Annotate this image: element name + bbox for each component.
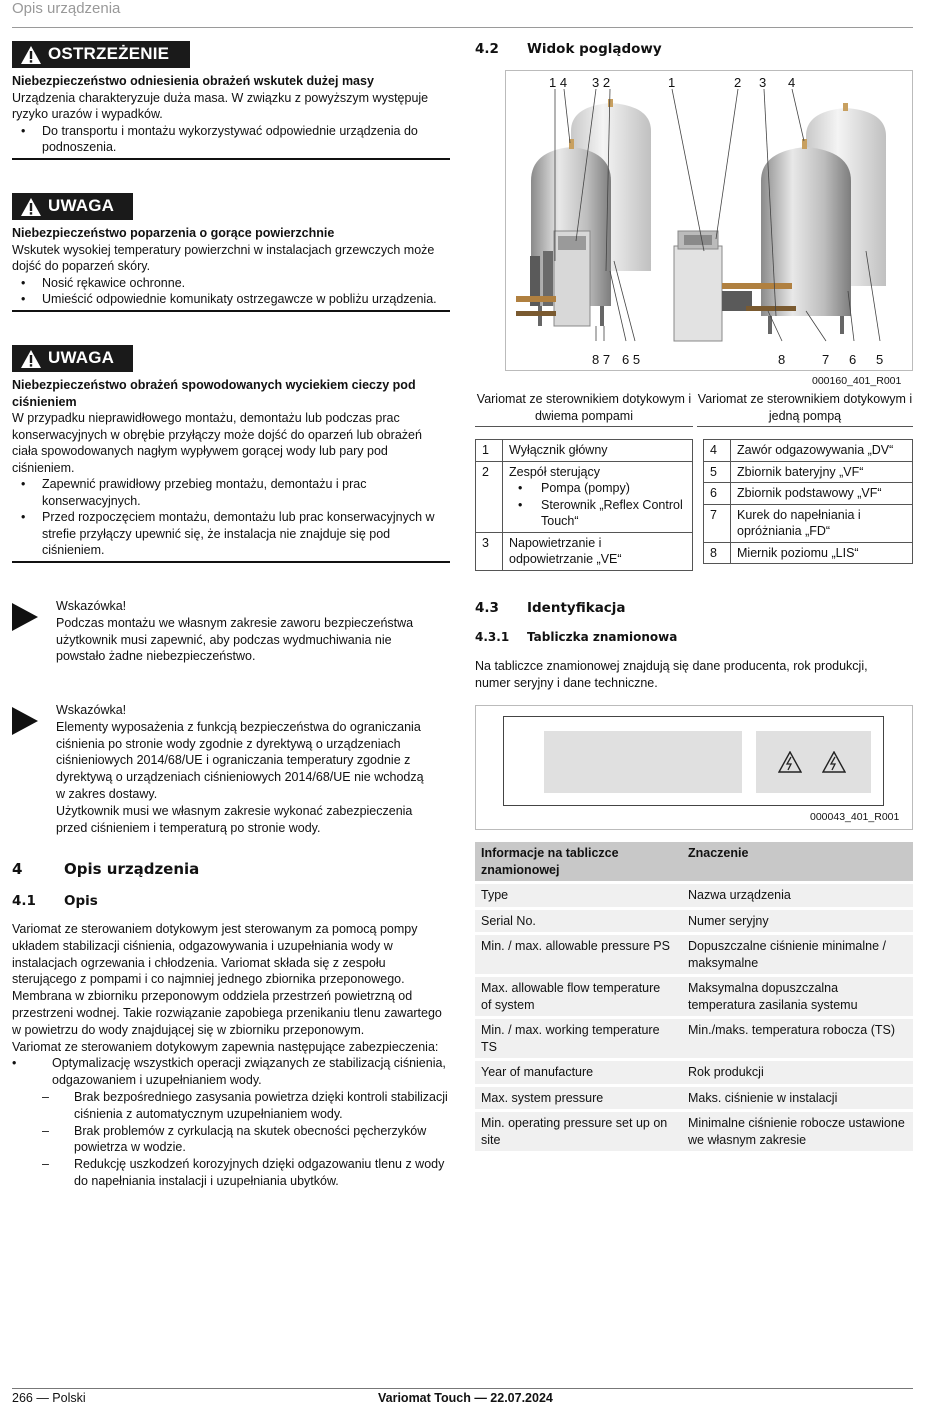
callout-label: 6 5: [622, 352, 641, 367]
note-arrow-icon: [12, 603, 38, 631]
header-divider: [12, 27, 913, 28]
footer-page-language: 266 — Polski: [12, 1391, 86, 1405]
nameplate-text-area: [544, 731, 742, 793]
list-item: • Optymalizację wszystkich operacji związanych ze stabilizacją ciśnienia, odgazowaniem i uzupełnianiem wody.: [12, 1056, 446, 1088]
section-4-2-heading: 4.2 Widok poglądowy: [475, 41, 662, 57]
warning-text: Wskutek wysokiej temperatury powierzchni w instalacjach grzewczych może dojść do poparzeń skóry.: [12, 242, 435, 273]
figure-code: 000160_401_R001: [812, 375, 902, 387]
legend-table-right: [703, 439, 913, 564]
table-row: Max. allowable flow temperature of system Maksymalna dopuszczalna temperatura zasilania systemu: [475, 977, 913, 1016]
variomat-illustration: [506, 71, 913, 371]
table-row: Year of manufacture Rok produkcji: [475, 1061, 913, 1084]
callout-label: 3 2: [592, 75, 611, 90]
warning-box-leak: [12, 345, 450, 563]
legend-row: 5 Zbiornik bateryjny „VF“: [704, 461, 913, 483]
note-title: Wskazówka!: [56, 599, 127, 613]
warning-badge-label: UWAGA: [48, 196, 115, 216]
section-4-heading: 4 Opis urządzenia: [12, 860, 200, 878]
nameplate-info-table: [475, 842, 913, 1154]
warning-heading: Niebezpieczeństwo odniesienia obrażeń wskutek dużej masy: [12, 74, 374, 88]
table-row: Max. system pressure Maks. ciśnienie w instalacji: [475, 1087, 913, 1110]
table-row: Min. operating pressure set up on site Minimalne ciśnienie robocze ustawione we własnym zakresie: [475, 1112, 913, 1151]
callout-label: 3: [759, 75, 767, 90]
nameplate-symbol-area: [756, 731, 871, 793]
paragraph: Variomat ze sterowaniem dotykowym jest sterowanym za pomocą pompy układem stabilizacji ciśnienia, odgazowywania i uzupełniania wody w instalacjach ogrzewania i chłodzenia. Variomat składa się z zespołu sterującego z pompami i co najmniej jednego zbiornika przeponowego. Membrana w zbiorniku przeponowym oddziela przestrzeń powietrzną od przestrzeni wodnej. Takie rozwiązanie zapobiega przenikaniu tlenu zawartego w powietrzu do wody znajdującej się w zbiorniku przeponowym.: [12, 922, 442, 1037]
nameplate-paragraph: Na tabliczce znamionowej znajdują się dane producenta, rok produkcji, numer seryjny i dane techniczne.: [475, 659, 868, 690]
legend-row: 4 Zawór odgazowywania „DV“: [704, 440, 913, 462]
callout-label: 6: [849, 352, 857, 367]
warning-bottom-rule: [12, 310, 450, 312]
table-row: Min. / max. allowable pressure PS Dopuszczalne ciśnienie minimalne / maksymalne: [475, 935, 913, 974]
footer-product-date: Variomat Touch — 22.07.2024: [378, 1391, 553, 1405]
note-title: Wskazówka!: [56, 703, 127, 717]
table-row: Type Nazwa urządzenia: [475, 884, 913, 907]
note-text: Elementy wyposażenia z funkcją bezpieczeństwa do ograniczania ciśnienia po stronie wody zgodnie z dyrektywą o urządzeniach ciśnieniowych 2014/68/UE i ograniczania temperatury zgodnie z dyrektywą o urządzeniach ciśnieniowych 2014/68/UE nie wchodzą w zakres dostawy.: [56, 719, 424, 801]
legend-table-left: [475, 439, 693, 571]
section-4-3-heading: 4.3 Identyfikacja: [475, 600, 626, 616]
warning-triangle-icon: [20, 349, 42, 369]
callout-label: 4: [788, 75, 796, 90]
legend-row: 7 Kurek do napełniania i opróżniania „FD“: [704, 504, 913, 542]
warning-bullet: • Umieścić odpowiednie komunikaty ostrzegawcze w pobliżu urządzenia.: [21, 292, 437, 306]
legend-row: 2 Zespół sterujący • Pompa (pompy) • Sterownik „Reflex Control Touch“: [476, 461, 693, 532]
note-text: Podczas montażu we własnym zakresie zaworu bezpieczeństwa użytkownik musi zapewnić, aby podczas wydmuchiwania nie powstało żadne niebezpieczeństwo.: [56, 615, 414, 664]
note-text: Użytkownik musi we własnym zakresie wykonać zabezpieczenia przed ciśnieniem i temperaturą po stronie wody.: [56, 803, 413, 835]
warning-box-burn: [12, 193, 450, 312]
callout-label: 7: [822, 352, 830, 367]
callout-label: 1: [668, 75, 676, 90]
warning-badge: [12, 193, 133, 220]
warning-triangle-icon: [20, 45, 42, 65]
warning-text: Urządzenia charakteryzuje duża masa. W związku z powyższym występuje ryzyko urazów i wypadków.: [12, 90, 429, 121]
paragraph: Variomat ze sterowaniem dotykowym zapewnia następujące zabezpieczenia:: [12, 1039, 439, 1054]
warning-bullet: • Do transportu i montażu wykorzystywać odpowiednie urządzenia do podnoszenia.: [21, 123, 418, 154]
section-4-1-heading: 4.1 Opis: [12, 893, 98, 909]
electric-hazard-icon: [778, 751, 802, 773]
warning-bottom-rule: [12, 561, 450, 563]
note-box: [12, 598, 450, 665]
callout-label: 8 7: [592, 352, 611, 367]
figure-caption-right: Variomat ze sterownikiem dotykowym i jedną pompą: [697, 391, 913, 427]
callout-label: 5: [876, 352, 884, 367]
callout-label: 1 4: [549, 75, 568, 90]
nameplate-outline: [503, 716, 884, 806]
overview-figure: [505, 70, 913, 371]
warning-badge: [12, 345, 133, 372]
section-4-3-1-heading: 4.3.1 Tabliczka znamionowa: [475, 630, 678, 644]
footer-divider: [12, 1388, 913, 1389]
note-arrow-icon: [12, 707, 38, 735]
legend-row: 8 Miernik poziomu „LIS“: [704, 542, 913, 564]
page-header-title: Opis urządzenia: [12, 0, 121, 17]
legend-row: 3 Napowietrzanie i odpowietrzanie „VE“: [476, 532, 693, 570]
list-item: – Redukcję uszkodzeń korozyjnych dzięki odgazowaniu tlenu z wody do napełniania instalacji i uzupełniania ubytków.: [42, 1157, 445, 1188]
warning-badge-label: OSTRZEŻENIE: [48, 44, 170, 64]
legend-row: 1 Wyłącznik główny: [476, 440, 693, 462]
warning-heading: Niebezpieczeństwo obrażeń spowodowanych wyciekiem cieczy pod ciśnieniem: [12, 378, 416, 409]
warning-bullet: • Nosić rękawice ochronne.: [21, 275, 186, 290]
warning-box-weight: [12, 41, 450, 160]
warning-bullet: • Przed rozpoczęciem montażu, demontażu lub prac konserwacyjnych w strefie przyłączy upewnić się, że instalacja nie znajduje się pod ciśnieniem.: [21, 510, 435, 557]
section-4-1-body: [12, 921, 452, 1190]
figure-code: 000043_401_R001: [810, 811, 900, 823]
legend-row: 6 Zbiornik podstawowy „VF“: [704, 483, 913, 505]
callout-label: 2: [734, 75, 742, 90]
warning-heading: Niebezpieczeństwo poparzenia o gorące powierzchnie: [12, 226, 335, 240]
list-item: – Brak problemów z cyrkulacją na skutek obecności pęcherzyków powietrza w wodzie.: [42, 1123, 427, 1155]
note-box: [12, 702, 450, 836]
warning-badge: [12, 41, 190, 68]
warning-triangle-icon: [20, 197, 42, 217]
warning-text: W przypadku nieprawidłowego montażu, demontażu lub podczas prac konserwacyjnych w obrębie przyłączy może dojść do oparzeń lub obrażeń ciała spowodowanych nagłym wypływem gorącej wody lub pary pod ciśnieniem.: [12, 411, 422, 475]
warning-bullet: • Zapewnić prawidłowy przebieg montażu, demontażu i prac konserwacyjnych.: [21, 477, 367, 508]
callout-label: 8: [778, 352, 786, 367]
list-item: – Brak bezpośredniego zasysania powietrza dzięki kontroli stabilizacji ciśnienia z automatycznym uzupełnianiem wody.: [42, 1089, 448, 1121]
warning-bottom-rule: [12, 158, 450, 160]
table-row: Min. / max. working temperature TS Min./maks. temperatura robocza (TS): [475, 1019, 913, 1058]
table-header-row: Informacje na tabliczce znamionowej Znaczenie: [475, 842, 913, 881]
electric-hazard-icon: [822, 751, 846, 773]
table-row: Serial No. Numer seryjny: [475, 910, 913, 933]
warning-badge-label: UWAGA: [48, 348, 115, 368]
nameplate-figure: [475, 705, 913, 830]
figure-caption-left: Variomat ze sterownikiem dotykowym i dwiema pompami: [475, 391, 693, 427]
